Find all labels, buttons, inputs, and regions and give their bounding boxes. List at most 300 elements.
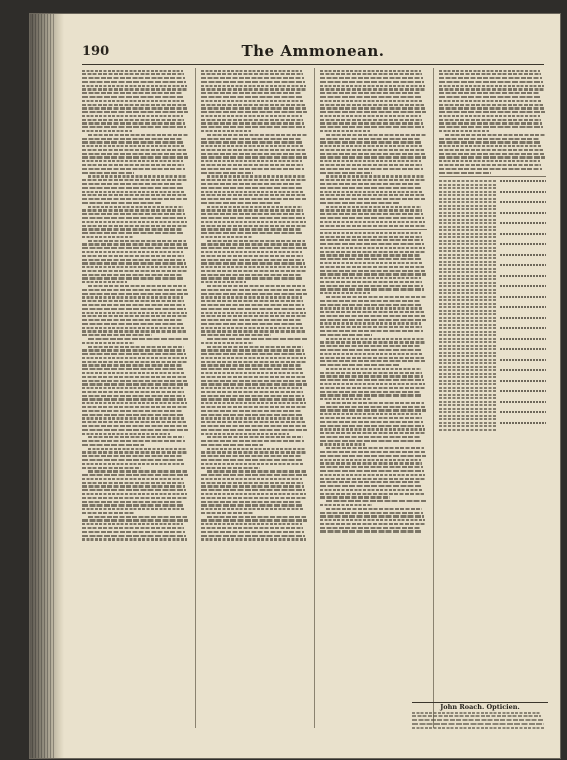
text-line	[201, 535, 305, 537]
text-line	[201, 376, 305, 378]
text-line	[82, 213, 185, 215]
text-line	[326, 447, 424, 449]
text-line	[201, 156, 307, 158]
text-line	[320, 70, 421, 72]
account-row-amount	[500, 352, 546, 354]
text-line	[320, 111, 426, 113]
advertisement-body	[412, 712, 548, 729]
text-line	[82, 463, 185, 465]
text-line	[201, 308, 305, 310]
account-row-label	[439, 257, 496, 259]
account-row-label	[439, 331, 496, 333]
text-line	[439, 168, 542, 170]
text-line	[201, 153, 306, 155]
text-line	[201, 70, 302, 72]
account-row	[439, 343, 546, 347]
text-line	[82, 300, 184, 302]
text-line	[439, 104, 543, 106]
account-row-label	[439, 310, 496, 312]
account-row-label	[439, 348, 496, 350]
text-line	[320, 149, 424, 151]
text-line	[201, 463, 304, 465]
account-row-amount	[500, 187, 546, 189]
account-row	[439, 238, 546, 242]
text-line	[201, 217, 305, 219]
account-row	[439, 340, 546, 344]
text-line	[320, 394, 422, 396]
text-line	[320, 425, 424, 427]
account-row	[439, 245, 546, 249]
text-line	[201, 440, 304, 442]
text-line	[82, 417, 185, 419]
account-row-amount	[500, 408, 546, 410]
text-line	[201, 160, 302, 162]
account-row-label	[439, 380, 496, 382]
text-line	[320, 236, 422, 238]
text-line	[201, 251, 302, 253]
account-row-amount	[500, 397, 546, 399]
text-line	[320, 357, 424, 359]
text-line	[439, 130, 489, 132]
account-row-amount	[500, 303, 546, 305]
text-line	[82, 160, 183, 162]
account-row-label	[439, 327, 496, 329]
text-line	[320, 349, 422, 351]
account-row	[439, 301, 546, 305]
text-line	[82, 262, 186, 264]
text-line	[439, 145, 542, 147]
text-line	[320, 515, 424, 517]
account-row-label	[439, 324, 496, 326]
text-line	[439, 172, 491, 174]
text-line	[82, 368, 184, 370]
account-row	[439, 361, 546, 365]
text-line	[320, 96, 422, 98]
text-line	[82, 327, 185, 329]
text-line	[320, 194, 424, 196]
text-line	[201, 519, 307, 521]
text-line	[320, 232, 421, 234]
account-row	[439, 203, 546, 207]
account-row-amount	[500, 292, 546, 294]
text-line	[201, 467, 260, 469]
text-line	[201, 243, 306, 245]
account-row-amount	[500, 282, 546, 284]
account-row-amount	[500, 289, 546, 291]
account-row-amount	[500, 327, 546, 329]
text-line	[201, 349, 304, 351]
text-line	[439, 85, 544, 87]
account-row-amount	[500, 236, 546, 238]
account-row-amount	[500, 215, 546, 217]
account-row	[439, 382, 546, 386]
text-line	[201, 353, 305, 355]
account-row-label	[439, 296, 496, 298]
text-line	[201, 141, 303, 143]
text-line	[201, 485, 304, 487]
account-row	[439, 242, 546, 246]
text-line	[326, 402, 424, 404]
account-row-label	[439, 222, 496, 224]
text-line	[201, 277, 303, 279]
text-line	[201, 255, 303, 257]
account-row-label	[439, 215, 496, 217]
text-line	[201, 433, 289, 435]
account-row	[439, 270, 546, 274]
text-line	[82, 266, 187, 268]
text-line	[320, 243, 424, 245]
text-line	[320, 527, 421, 529]
text-line	[201, 474, 307, 476]
text-line	[201, 228, 302, 230]
account-row-amount	[500, 348, 546, 350]
account-row-label	[439, 404, 496, 406]
text-line	[82, 236, 133, 238]
text-line	[439, 107, 544, 109]
text-line	[439, 149, 543, 151]
account-row-label	[439, 376, 496, 378]
account-row-amount	[500, 201, 546, 203]
text-line	[320, 315, 425, 317]
account-row-label	[439, 212, 496, 214]
text-line	[320, 217, 424, 219]
text-line	[201, 293, 307, 295]
account-row-amount	[500, 373, 546, 375]
text-line	[320, 383, 425, 385]
text-line	[82, 433, 170, 435]
text-line	[326, 368, 421, 370]
text-line	[82, 410, 183, 412]
account-row	[439, 256, 546, 260]
text-line	[320, 183, 421, 185]
text-line	[201, 138, 302, 140]
text-line	[201, 209, 303, 211]
account-row	[439, 368, 546, 372]
account-row	[439, 182, 546, 186]
column-2	[195, 68, 308, 728]
account-row-label	[439, 359, 496, 361]
account-row-label	[439, 425, 496, 427]
text-line	[82, 497, 188, 499]
account-row-amount	[500, 296, 546, 298]
text-line	[320, 489, 423, 491]
text-line	[207, 175, 306, 177]
account-row-label	[439, 299, 496, 301]
text-line	[201, 296, 302, 298]
text-line	[82, 73, 184, 75]
text-line	[82, 504, 184, 506]
account-row-amount	[500, 205, 546, 207]
account-row-amount	[500, 376, 546, 378]
text-line	[320, 398, 371, 400]
text-line	[201, 270, 307, 272]
text-line	[201, 387, 302, 389]
text-line	[88, 346, 184, 348]
text-line	[207, 338, 307, 340]
text-line	[201, 119, 303, 121]
text-line	[82, 535, 186, 537]
text-line	[82, 179, 188, 181]
text-line	[201, 501, 302, 503]
text-line	[82, 387, 183, 389]
text-line	[320, 85, 425, 87]
account-row	[439, 186, 546, 190]
text-line	[82, 187, 184, 189]
account-row-label	[439, 229, 496, 231]
account-row	[439, 280, 546, 284]
text-line	[201, 319, 302, 321]
section-rule	[439, 176, 546, 177]
account-row	[439, 273, 546, 277]
text-line	[320, 375, 423, 377]
text-line	[82, 342, 134, 344]
text-columns	[82, 68, 546, 728]
text-line	[320, 466, 423, 468]
account-row-amount	[500, 278, 546, 280]
account-row-label	[439, 184, 496, 186]
newspaper-page	[30, 14, 560, 758]
text-line	[326, 134, 426, 136]
text-line	[88, 134, 188, 136]
text-line	[82, 372, 185, 374]
text-line	[82, 164, 184, 166]
text-line	[88, 470, 187, 472]
text-line	[201, 444, 263, 446]
text-line	[320, 104, 424, 106]
text-line	[82, 512, 134, 514]
text-line	[201, 323, 303, 325]
text-line	[201, 145, 304, 147]
text-line	[320, 198, 425, 200]
text-line	[320, 474, 425, 476]
text-line	[82, 383, 188, 385]
text-line	[201, 489, 305, 491]
text-line	[201, 213, 304, 215]
text-line	[201, 334, 271, 336]
text-line	[320, 187, 422, 189]
account-row	[439, 420, 546, 424]
page-edges	[32, 14, 56, 758]
text-line	[82, 467, 141, 469]
account-row-amount	[500, 380, 546, 382]
text-line	[320, 360, 425, 362]
account-row	[439, 333, 546, 337]
text-line	[201, 236, 252, 238]
text-line	[320, 504, 372, 506]
account-row	[439, 364, 546, 368]
account-row	[439, 263, 546, 267]
text-line	[320, 191, 423, 193]
account-row-amount	[500, 345, 546, 347]
text-line	[320, 455, 426, 457]
text-line	[201, 92, 302, 94]
account-row-amount	[500, 229, 546, 231]
account-row-amount	[500, 243, 546, 245]
text-line	[320, 443, 365, 445]
account-row-label	[439, 320, 496, 322]
account-row-amount	[500, 310, 546, 312]
text-line	[320, 436, 421, 438]
account-row-label	[439, 194, 496, 196]
text-line	[320, 292, 370, 294]
account-row-amount	[500, 285, 546, 287]
account-row	[439, 294, 546, 298]
text-line	[82, 259, 185, 261]
text-line	[320, 451, 425, 453]
account-row-label	[439, 422, 496, 424]
text-line	[82, 391, 184, 393]
text-line	[88, 175, 187, 177]
text-line	[326, 500, 426, 502]
account-row-amount	[500, 226, 546, 228]
text-line	[320, 413, 421, 415]
text-line	[82, 156, 188, 158]
text-line	[82, 406, 188, 408]
text-line	[82, 482, 184, 484]
text-line	[82, 209, 184, 211]
text-line	[201, 357, 306, 359]
account-row-amount	[500, 198, 546, 200]
text-line	[320, 334, 372, 336]
text-line	[320, 221, 425, 223]
text-line	[320, 345, 421, 347]
account-row-amount	[500, 313, 546, 315]
text-line	[201, 523, 302, 525]
account-row-label	[439, 233, 496, 235]
account-row-amount	[500, 219, 546, 221]
account-row	[439, 249, 546, 253]
text-line	[320, 432, 426, 434]
account-row	[439, 189, 546, 193]
column-3	[314, 68, 427, 728]
text-line	[201, 88, 307, 90]
text-line	[82, 380, 187, 382]
account-row	[439, 396, 546, 400]
text-line	[201, 327, 304, 329]
account-row-amount	[500, 194, 546, 196]
account-row-label	[439, 411, 496, 413]
text-line	[201, 183, 302, 185]
account-row-label	[439, 418, 496, 420]
text-line	[88, 338, 188, 340]
text-line	[439, 111, 545, 113]
text-line	[82, 111, 188, 113]
text-line	[82, 440, 185, 442]
masthead-title: The Ammonean.	[241, 42, 385, 60]
account-row-label	[439, 387, 496, 389]
account-row-amount	[500, 369, 546, 371]
text-line	[201, 289, 306, 291]
text-line	[320, 168, 423, 170]
account-row	[439, 259, 546, 263]
text-line	[201, 372, 304, 374]
account-row	[439, 410, 546, 414]
account-row-amount	[500, 257, 546, 259]
text-line	[88, 436, 184, 438]
text-line	[320, 254, 421, 256]
text-line	[320, 273, 426, 275]
text-line	[82, 277, 184, 279]
text-line	[82, 191, 185, 193]
text-line	[439, 138, 540, 140]
account-row-label	[439, 397, 496, 399]
account-row-amount	[500, 275, 546, 277]
text-line	[320, 141, 422, 143]
text-line	[82, 361, 188, 363]
text-line	[82, 130, 132, 132]
text-line	[201, 85, 306, 87]
account-row	[439, 329, 546, 333]
text-line	[201, 482, 303, 484]
text-line	[82, 538, 187, 540]
text-line	[320, 277, 421, 279]
text-line	[201, 232, 303, 234]
account-row-label	[439, 408, 496, 410]
text-line	[82, 296, 183, 298]
text-line	[326, 338, 425, 340]
text-line	[88, 448, 187, 450]
text-line	[201, 391, 303, 393]
account-row	[439, 284, 546, 288]
text-line	[82, 119, 184, 121]
account-row-amount	[500, 359, 546, 361]
text-line	[439, 77, 542, 79]
text-line	[412, 712, 540, 714]
text-line	[320, 92, 421, 94]
text-line	[320, 387, 426, 389]
text-line	[201, 315, 307, 317]
text-line	[82, 251, 183, 253]
text-line	[320, 319, 426, 321]
account-row-label	[439, 334, 496, 336]
text-line	[439, 126, 543, 128]
account-row	[439, 228, 546, 232]
text-line	[201, 266, 306, 268]
text-line	[82, 398, 186, 400]
account-row-amount	[500, 338, 546, 340]
account-row-label	[439, 208, 496, 210]
account-row	[439, 298, 546, 302]
text-line	[320, 478, 426, 480]
text-line	[82, 217, 186, 219]
account-row	[439, 347, 546, 351]
account-row-label	[439, 278, 496, 280]
text-line	[207, 346, 303, 348]
account-row-amount	[500, 320, 546, 322]
advertisement-title: John Roach. Opticien.	[440, 703, 520, 711]
text-line	[201, 73, 303, 75]
text-line	[320, 225, 426, 227]
account-row-label	[439, 240, 496, 242]
text-line	[82, 126, 186, 128]
text-line	[320, 153, 425, 155]
text-line	[201, 493, 306, 495]
text-line	[320, 156, 426, 158]
account-row-label	[439, 187, 496, 189]
account-row-label	[439, 341, 496, 343]
text-line	[320, 107, 425, 109]
text-line	[201, 111, 307, 113]
account-row	[439, 193, 546, 197]
account-row-amount	[500, 208, 546, 210]
text-line	[320, 353, 423, 355]
account-row-label	[439, 292, 496, 294]
account-row	[439, 252, 546, 256]
text-line	[201, 451, 307, 453]
text-line	[201, 274, 302, 276]
text-line	[82, 455, 183, 457]
text-line	[82, 319, 183, 321]
